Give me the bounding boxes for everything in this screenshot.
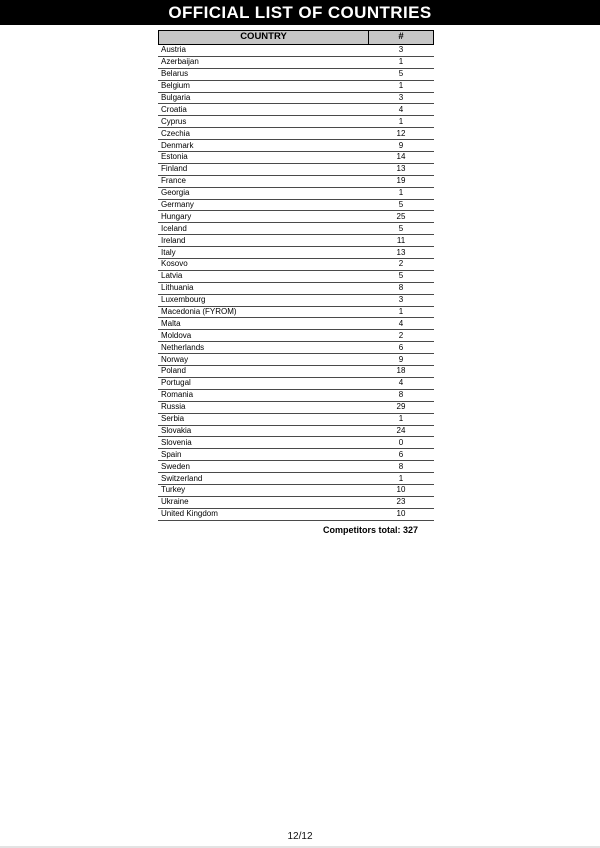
country-name: Serbia bbox=[161, 414, 185, 424]
table-row bbox=[158, 426, 434, 438]
table-row bbox=[158, 461, 434, 473]
table-row bbox=[158, 354, 434, 366]
competitor-count: 1 bbox=[398, 307, 404, 317]
page-title: OFFICIAL LIST OF COUNTRIES bbox=[168, 2, 432, 22]
table-row bbox=[158, 330, 434, 342]
table-row bbox=[158, 497, 434, 509]
competitor-count: 1 bbox=[398, 188, 404, 198]
country-name: Luxembourg bbox=[161, 295, 206, 305]
country-name: Georgia bbox=[161, 188, 190, 198]
competitor-count: 25 bbox=[396, 211, 406, 221]
countries-table bbox=[158, 30, 434, 535]
table-body bbox=[158, 45, 434, 521]
country-name: Sweden bbox=[161, 461, 190, 471]
page-number: 12/12 bbox=[287, 831, 313, 842]
country-name: Slovakia bbox=[161, 425, 192, 435]
table-row bbox=[158, 200, 434, 212]
country-name: Ukraine bbox=[161, 497, 189, 507]
table-row bbox=[158, 81, 434, 93]
country-name: Croatia bbox=[161, 104, 187, 114]
table-row bbox=[158, 104, 434, 116]
competitor-count: 3 bbox=[398, 93, 404, 102]
table-row bbox=[158, 211, 434, 223]
competitor-count: 13 bbox=[396, 164, 406, 174]
country-name: Estonia bbox=[161, 152, 188, 162]
competitor-count: 2 bbox=[398, 259, 404, 269]
competitor-count: 6 bbox=[398, 342, 404, 352]
table-row bbox=[158, 247, 434, 259]
country-name: Netherlands bbox=[161, 342, 205, 352]
table-row bbox=[158, 164, 434, 176]
competitor-count: 2 bbox=[398, 330, 404, 340]
country-name: Azerbaijan bbox=[161, 57, 199, 67]
competitor-count: 4 bbox=[398, 318, 404, 328]
competitor-count: 10 bbox=[396, 485, 406, 495]
column-header-country: COUNTRY bbox=[159, 31, 369, 44]
competitor-count: 1 bbox=[398, 414, 404, 424]
country-name: Lithuania bbox=[161, 283, 194, 293]
table-row bbox=[158, 366, 434, 378]
competitor-count: 12 bbox=[396, 128, 406, 138]
country-name: Russia bbox=[161, 402, 186, 412]
country-name: Portugal bbox=[161, 378, 191, 388]
country-name: Kosovo bbox=[161, 259, 188, 269]
country-name: Belgium bbox=[161, 81, 190, 91]
competitor-count: 14 bbox=[396, 152, 406, 162]
table-row bbox=[158, 295, 434, 307]
competitor-count: 29 bbox=[396, 402, 406, 412]
country-name: Finland bbox=[161, 164, 188, 174]
competitor-count: 1 bbox=[398, 57, 404, 67]
table-row bbox=[158, 188, 434, 200]
table-row bbox=[158, 485, 434, 497]
table-row bbox=[158, 414, 434, 426]
competitor-count: 1 bbox=[398, 116, 404, 126]
country-name: Belarus bbox=[161, 69, 189, 79]
table-row bbox=[158, 259, 434, 271]
table-row bbox=[158, 176, 434, 188]
table-row bbox=[158, 140, 434, 152]
competitor-count: 4 bbox=[398, 378, 404, 388]
competitor-count: 23 bbox=[396, 497, 406, 507]
table-row bbox=[158, 437, 434, 449]
title-bar bbox=[0, 0, 600, 25]
table-row bbox=[158, 342, 434, 354]
competitor-count: 24 bbox=[396, 425, 406, 435]
competitor-count: 5 bbox=[398, 200, 404, 210]
competitor-count: 5 bbox=[398, 223, 404, 233]
competitor-count: 19 bbox=[396, 176, 406, 186]
country-name: Poland bbox=[161, 366, 186, 376]
competitor-count: 9 bbox=[398, 140, 404, 150]
country-name: Ireland bbox=[161, 235, 186, 245]
country-name: Switzerland bbox=[161, 473, 203, 483]
competitor-count: 18 bbox=[396, 366, 406, 376]
country-name: Macedonia (FYROM) bbox=[161, 307, 237, 317]
competitors-total: Competitors total: 327 bbox=[322, 524, 418, 535]
country-name: Austria bbox=[161, 45, 186, 55]
country-name: United Kingdom bbox=[161, 509, 218, 519]
table-row bbox=[158, 116, 434, 128]
competitor-count: 11 bbox=[396, 235, 406, 245]
table-row bbox=[158, 473, 434, 485]
competitor-count: 13 bbox=[396, 247, 406, 257]
country-name: Malta bbox=[161, 318, 181, 328]
country-name: Moldova bbox=[161, 330, 192, 340]
table-row bbox=[158, 390, 434, 402]
competitor-count: 4 bbox=[398, 104, 404, 114]
table-row bbox=[158, 307, 434, 319]
competitor-count: 6 bbox=[398, 449, 404, 459]
table-row bbox=[158, 235, 434, 247]
country-name: Cyprus bbox=[161, 116, 187, 126]
table-row bbox=[158, 93, 434, 105]
table-row bbox=[158, 45, 434, 57]
column-header-count: # bbox=[398, 31, 404, 42]
table-row bbox=[158, 449, 434, 461]
country-name: France bbox=[161, 176, 186, 186]
country-name: Romania bbox=[161, 390, 194, 400]
table-row bbox=[158, 402, 434, 414]
country-name: Turkey bbox=[161, 485, 186, 495]
country-name: Iceland bbox=[161, 223, 187, 233]
country-name: Italy bbox=[161, 247, 176, 257]
country-name: Germany bbox=[161, 200, 194, 210]
table-row bbox=[158, 223, 434, 235]
competitor-count: 3 bbox=[398, 45, 404, 55]
country-name: Denmark bbox=[161, 140, 194, 150]
competitor-count: 8 bbox=[398, 461, 404, 471]
country-name: Latvia bbox=[161, 271, 183, 281]
country-name: Bulgaria bbox=[161, 93, 191, 102]
competitor-count: 5 bbox=[398, 271, 404, 281]
table-row bbox=[158, 152, 434, 164]
table-row bbox=[158, 509, 434, 521]
competitor-count: 1 bbox=[398, 473, 404, 483]
country-name: Spain bbox=[161, 449, 182, 459]
country-name: Hungary bbox=[161, 211, 192, 221]
country-name: Slovenia bbox=[161, 437, 192, 447]
competitor-count: 3 bbox=[398, 295, 404, 305]
competitor-count: 8 bbox=[398, 390, 404, 400]
table-header-row bbox=[158, 30, 434, 45]
table-row bbox=[158, 283, 434, 295]
country-name: Norway bbox=[161, 354, 189, 364]
table-row bbox=[158, 378, 434, 390]
competitor-count: 5 bbox=[398, 69, 404, 79]
competitor-count: 0 bbox=[398, 437, 404, 447]
country-name: Czechia bbox=[161, 128, 190, 138]
table-row bbox=[158, 69, 434, 81]
table-row bbox=[158, 271, 434, 283]
competitor-count: 8 bbox=[398, 283, 404, 293]
table-row bbox=[158, 57, 434, 69]
competitor-count: 10 bbox=[396, 509, 406, 519]
table-row bbox=[158, 128, 434, 140]
competitor-count: 9 bbox=[398, 354, 404, 364]
table-row bbox=[158, 318, 434, 330]
competitor-count: 1 bbox=[398, 81, 404, 91]
